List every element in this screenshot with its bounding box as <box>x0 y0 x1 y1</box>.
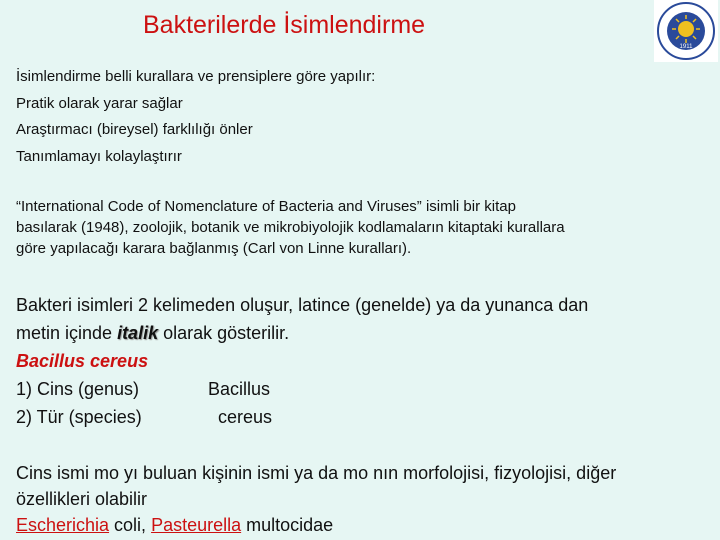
paragraph-naming-rules <box>16 291 716 431</box>
paragraph-line <box>16 319 716 347</box>
paragraph-code-history <box>16 196 706 259</box>
text-span: metin içinde <box>16 323 118 343</box>
taxonomy-label: 2) Tür (species) <box>16 407 142 427</box>
paragraph-line: Bakteri isimleri 2 kelimeden oluşur, latince (genelde) ya da yunanca dan <box>16 295 589 315</box>
paragraph-line: basılarak (1948), zoolojik, botanik ve mikrobiyolojik kodlamaların kitaptaki kurallara <box>16 219 565 236</box>
logo-year: 1911 <box>679 44 693 50</box>
paragraph-line: göre yapılacağı karara bağlanmış (Carl von Linne kuralları). <box>16 240 412 257</box>
taxonomy-label: 1) Cins (genus) <box>16 379 140 399</box>
genus-link-pasteurella: Pasteurella <box>151 515 242 535</box>
examples-line <box>16 512 333 538</box>
paragraph-line: “International Code of Nomenclature of Bacteria and Viruses” isimli bir kitap <box>16 198 516 215</box>
intro-line: Tanımlamayı kolaylaştırır <box>16 147 182 165</box>
intro-line: Araştırmacı (bireysel) farklılığı önler <box>16 121 253 138</box>
taxonomy-value: Bacillus <box>208 379 271 399</box>
intro-line: Pratik olarak yarar sağlar <box>16 94 183 112</box>
taxonomy-row <box>16 375 716 403</box>
species-example: Bacillus cereus <box>16 351 149 371</box>
taxonomy-row <box>16 403 716 431</box>
page-title: Bakterilerde İsimlendirme <box>143 11 426 39</box>
paragraph-line: özellikleri olabilir <box>16 489 148 509</box>
text-span: coli, <box>109 515 152 535</box>
intro-line: İsimlendirme belli kurallara ve prensiplere göre yapılır: <box>16 68 376 85</box>
italic-word: italik <box>117 323 159 343</box>
text-span: olarak gösterilir. <box>158 323 290 343</box>
intro-list <box>16 64 375 170</box>
text-span: multocidae <box>241 515 334 535</box>
paragraph-line: Cins ismi mo yı buluan kişinin ismi ya da mo nın morfolojisi, fizyolojisi, diğer <box>16 463 617 483</box>
university-seal-icon <box>654 0 718 62</box>
taxonomy-value: cereus <box>208 407 273 427</box>
genus-link-escherichia: Escherichia <box>16 515 110 535</box>
paragraph-genus-origin <box>16 460 716 512</box>
